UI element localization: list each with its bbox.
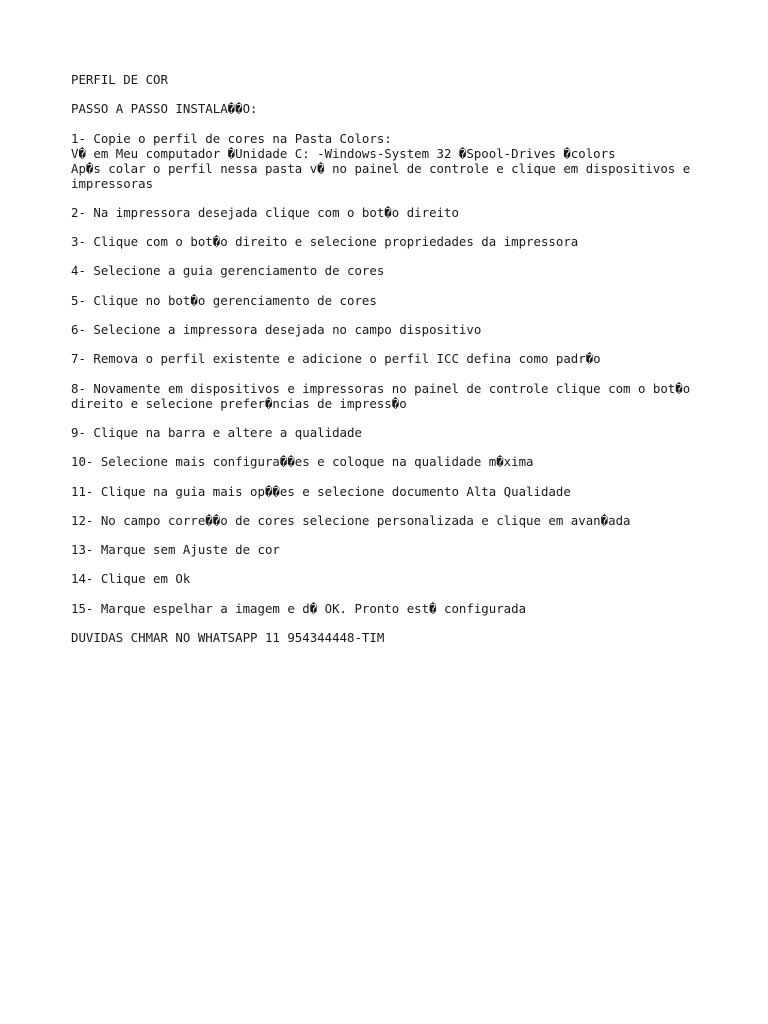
footer-contact: DUVIDAS CHMAR NO WHATSAPP 11 954344448-TIM: [71, 630, 385, 646]
step-1-line-1: 1- Copie o perfil de cores na Pasta Colors:: [71, 130, 392, 146]
step-15: 15- Marque espelhar a imagem e d� OK. Pronto est� configurada: [71, 600, 527, 616]
step-4: 4- Selecione a guia gerenciamento de cores: [71, 263, 385, 279]
step-9: 9- Clique na barra e altere a qualidade: [71, 424, 362, 440]
step-3: 3- Clique com o bot�o direito e selecione propriedades da impressora: [71, 234, 579, 250]
step-7: 7- Remova o perfil existente e adicione o perfil ICC defina como padr�o: [71, 351, 601, 367]
document-subtitle: PASSO A PASSO INSTALA��O:: [71, 101, 258, 117]
step-14: 14- Clique em Ok: [71, 571, 191, 587]
step-10: 10- Selecione mais configura��es e coloque na qualidade m�xima: [71, 454, 534, 470]
step-2: 2- Na impressora desejada clique com o bot�o direito: [71, 204, 459, 220]
document-title: PERFIL DE COR: [71, 72, 168, 87]
step-6: 6- Selecione a impressora desejada no campo dispositivo: [71, 322, 482, 338]
step-13: 13- Marque sem Ajuste de cor: [71, 542, 280, 558]
step-8-line-2: direito e selecione prefer�ncias de impress�o: [71, 395, 407, 411]
step-5: 5- Clique no bot�o gerenciamento de cores: [71, 292, 377, 308]
step-8-line-1: 8- Novamente em dispositivos e impressoras no painel de controle clique com o bot�o: [71, 380, 691, 396]
step-1-line-2: V� em Meu computador �Unidade C: -Windows-System 32 �Spool-Drives �colors: [71, 145, 616, 161]
step-1-line-3: Ap�s colar o perfil nessa pasta v� no painel de controle e clique em dispositivos e: [71, 160, 691, 176]
step-12: 12- No campo corre��o de cores selecione personalizada e clique em avan�ada: [71, 512, 631, 528]
document-page: [71, 72, 731, 659]
step-1-line-4: impressoras: [71, 175, 154, 191]
step-1: [71, 131, 731, 191]
step-8: [71, 381, 731, 411]
step-11: 11- Clique na guia mais op��es e selecione documento Alta Qualidade: [71, 483, 571, 499]
